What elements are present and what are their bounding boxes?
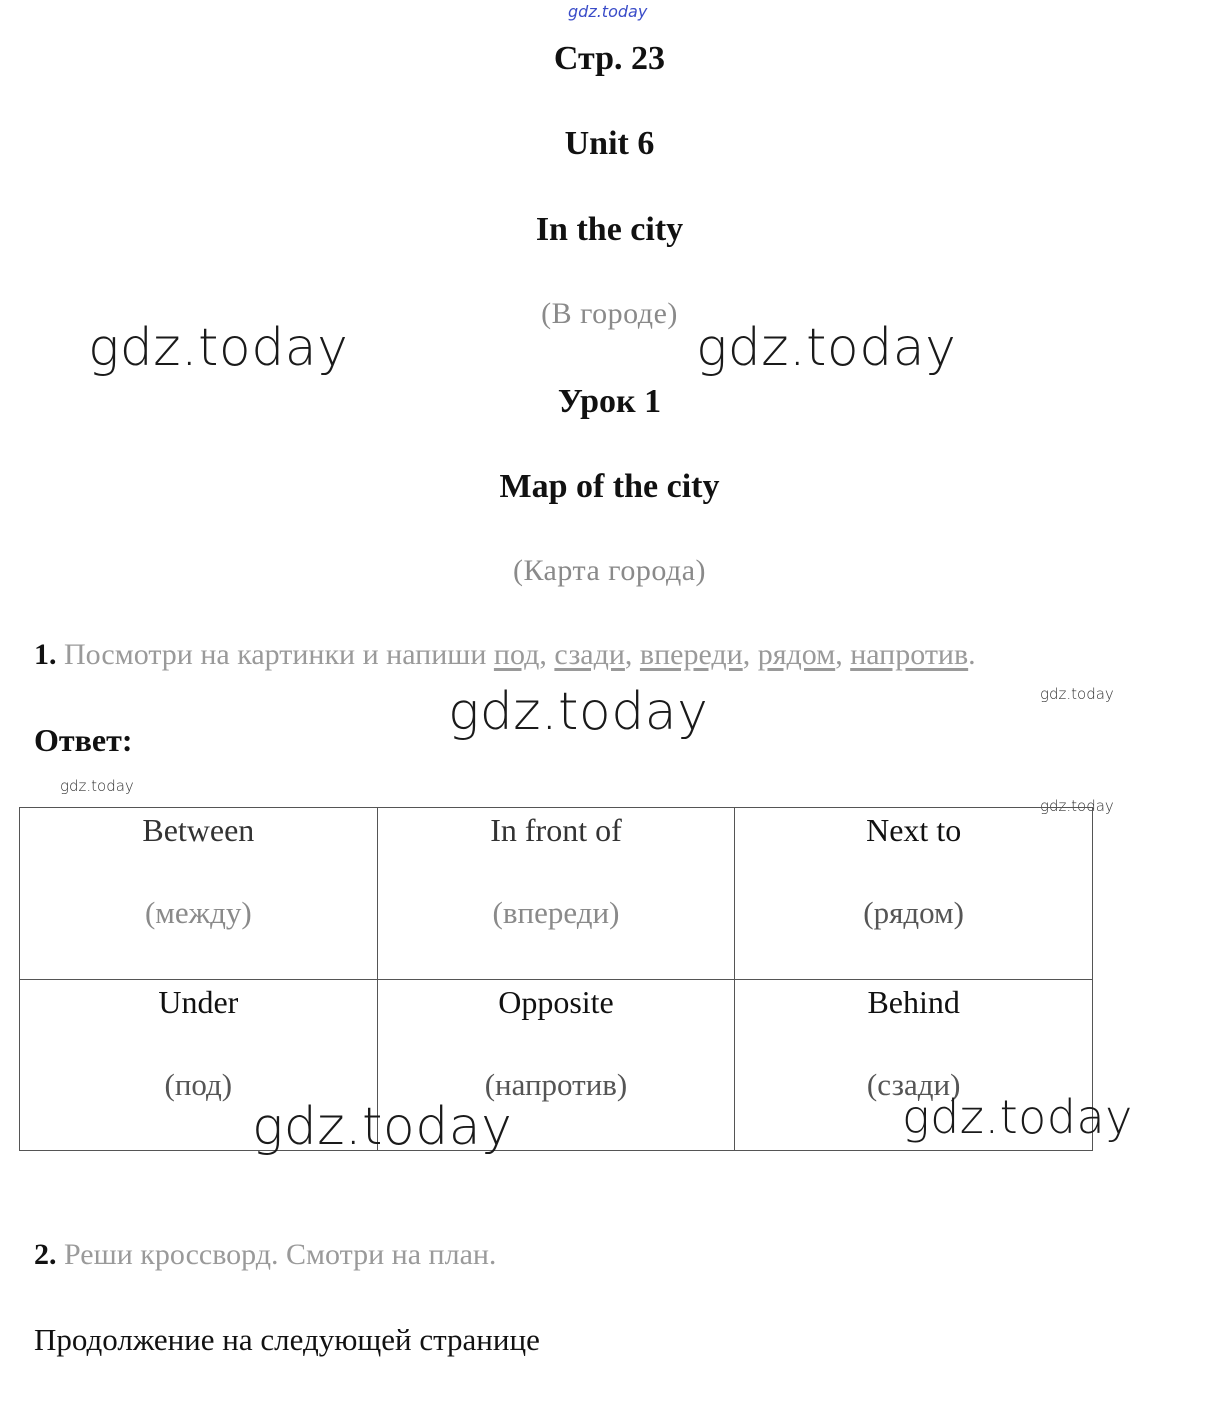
task-1-text: Посмотри на картинки и напиши [64, 638, 494, 671]
task-1-number: 1. [34, 638, 57, 671]
cell-english: Opposite [498, 983, 614, 1020]
table-cell [20, 808, 378, 980]
cell-russian: (между) [144, 895, 252, 930]
table-cell [377, 808, 735, 980]
watermark-small-1: gdz.today [1040, 685, 1114, 703]
cell-russian: (под) [164, 1066, 233, 1102]
cell-english: Behind [867, 983, 960, 1020]
task-2 [34, 1238, 496, 1272]
unit-title: Unit 6 [564, 125, 655, 162]
watermark-center: gdz.today [448, 682, 709, 742]
watermark-right: gdz.today [696, 318, 957, 378]
task-1-word-under: под [493, 638, 540, 671]
lesson-name-ru: (Карта города) [512, 554, 707, 587]
watermark-small-3: gdz.today [1040, 797, 1114, 815]
task-1-word-in-front: впереди [639, 638, 743, 671]
watermark-table-left: gdz.today [252, 1097, 513, 1157]
watermark-small-2: gdz.today [60, 777, 134, 795]
answer-label: Ответ: [34, 722, 133, 758]
lesson-name: Map of the city [499, 468, 720, 505]
lesson-title: Урок 1 [557, 383, 662, 420]
task-1-word-next-to: рядом [757, 638, 836, 671]
table-row [20, 808, 1093, 980]
task-2-number: 2. [34, 1238, 57, 1271]
task-1-word-behind: сзади [554, 638, 625, 671]
cell-russian: (впереди) [492, 895, 620, 930]
cell-russian: (сзади) [866, 1066, 961, 1102]
watermark-top: gdz.today [568, 2, 648, 21]
page-number: Стр. 23 [553, 40, 666, 77]
cell-russian: (рядом) [863, 895, 965, 930]
task-1-end: . [968, 638, 976, 671]
watermark-left: gdz.today [88, 318, 349, 378]
cell-russian: (напротив) [484, 1066, 628, 1102]
continuation-note: Продолжение на следующей странице [34, 1322, 540, 1357]
cell-english: Under [158, 983, 239, 1020]
unit-name-ru: (В городе) [541, 297, 678, 330]
unit-name: In the city [535, 211, 684, 248]
cell-english: Between [142, 812, 255, 848]
watermark-table-right: gdz.today [902, 1090, 1133, 1144]
task-2-text: Реши кроссворд. Смотри на план. [64, 1238, 497, 1271]
cell-english: In front of [490, 812, 622, 848]
table-cell [735, 808, 1093, 980]
task-1: 1. Посмотри на картинки и напиши под, сзади, впереди, рядом, напротив. [34, 638, 976, 671]
task-1-word-opposite: напротив [850, 638, 969, 671]
cell-english: Next to [866, 812, 962, 848]
